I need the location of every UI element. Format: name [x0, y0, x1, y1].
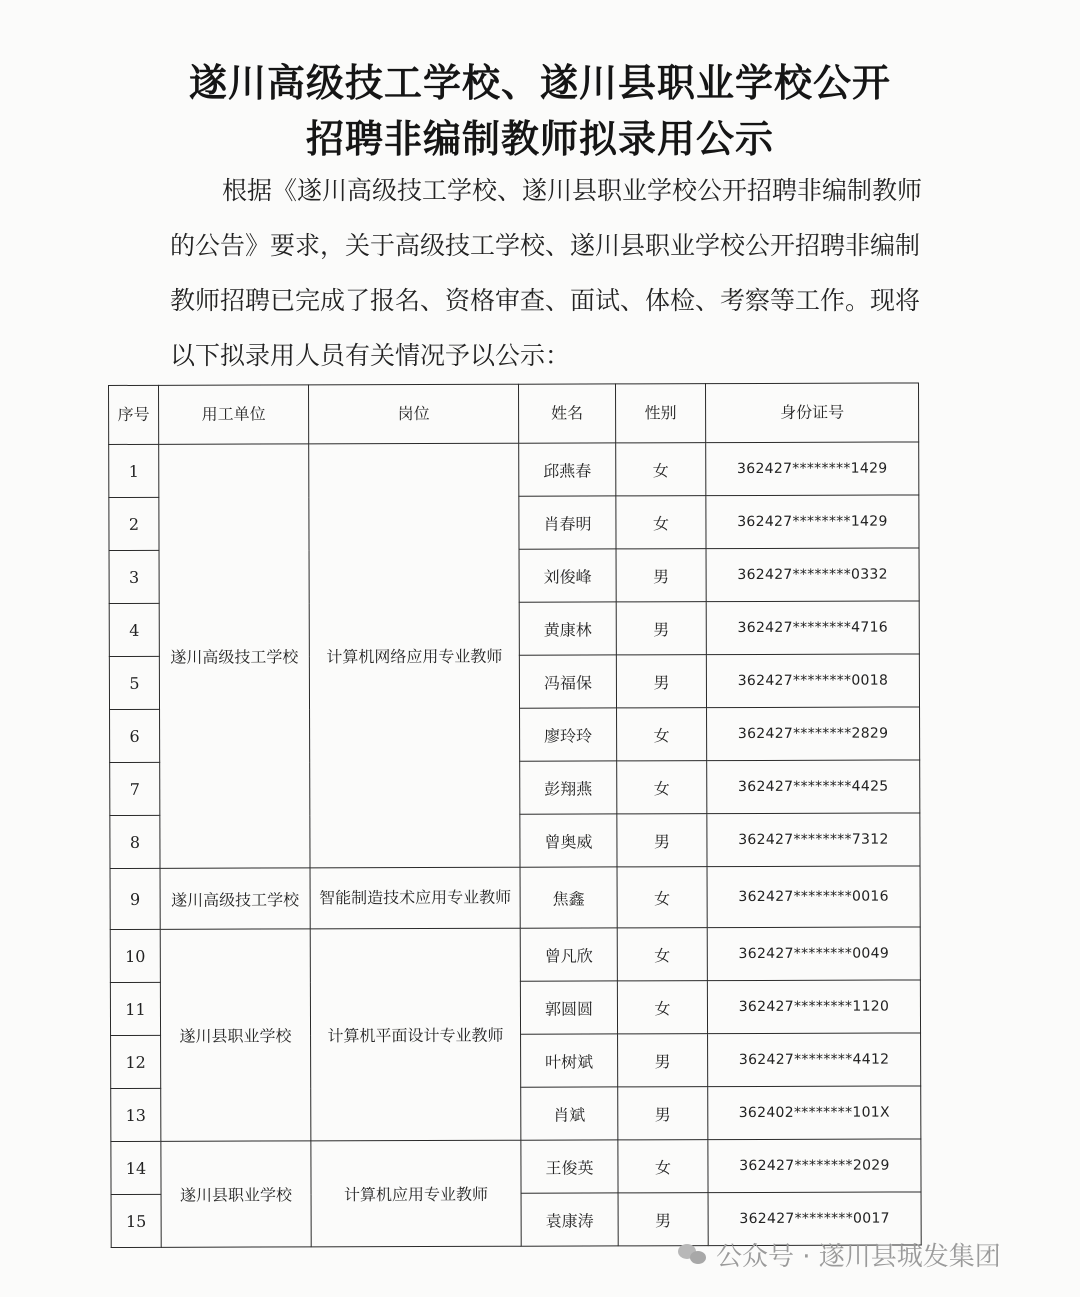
- cell-gender: 男: [618, 1193, 708, 1246]
- cell-seq: 1: [109, 444, 159, 497]
- candidates-table: [108, 382, 922, 1248]
- cell-seq: 4: [109, 603, 159, 656]
- cell-seq: 2: [109, 497, 159, 550]
- table-header-row: [109, 383, 919, 445]
- paragraph-line: 的公告》要求，关于高级技工学校、遂川县职业学校公开招聘非编制: [170, 231, 921, 260]
- cell-name: 袁康涛: [521, 1193, 618, 1246]
- cell-name: 黄康林: [519, 602, 616, 655]
- cell-gender: 女: [617, 708, 707, 761]
- cell-unit: 遂川高级技工学校: [159, 444, 310, 868]
- cell-gender: 女: [617, 867, 707, 928]
- paragraph-line: 以下拟录用人员有关情况予以公示：: [170, 341, 571, 370]
- cell-id: 362427********4716: [706, 601, 919, 655]
- cell-gender: 女: [617, 761, 707, 814]
- header-id: 身份证号: [705, 383, 918, 443]
- cell-id: 362427********1120: [707, 980, 920, 1034]
- cell-seq: 7: [110, 762, 160, 815]
- cell-seq: 5: [109, 656, 159, 709]
- cell-gender: 女: [617, 928, 707, 981]
- cell-name: 焦鑫: [520, 867, 617, 928]
- cell-seq: 10: [110, 929, 160, 982]
- cell-unit: 遂川县职业学校: [161, 1141, 311, 1247]
- header-seq: 序号: [109, 385, 159, 444]
- cell-gender: 女: [617, 981, 707, 1034]
- cell-gender: 男: [616, 602, 706, 655]
- watermark-text: 公众号 · 遂川县城发集团: [716, 1241, 1001, 1272]
- cell-seq: 14: [111, 1141, 161, 1194]
- header-unit: 用工单位: [159, 385, 309, 444]
- cell-gender: 男: [618, 1087, 708, 1140]
- cell-seq: 11: [110, 982, 160, 1035]
- paragraph-line: 根据《遂川高级技工学校、遂川县职业学校公开招聘非编制教师: [222, 176, 923, 205]
- header-gender: 性别: [615, 384, 705, 443]
- cell-name: 叶树斌: [521, 1034, 618, 1087]
- wechat-icon: [678, 1242, 708, 1266]
- cell-post: 智能制造技术应用专业教师: [310, 867, 520, 929]
- cell-seq: 15: [111, 1194, 161, 1247]
- cell-post: 计算机网络应用专业教师: [309, 443, 520, 868]
- cell-gender: 男: [618, 1034, 708, 1087]
- cell-gender: 女: [618, 1140, 708, 1193]
- cell-name: 廖玲玲: [520, 708, 617, 761]
- cell-post: 计算机平面设计专业教师: [310, 928, 521, 1141]
- cell-seq: 3: [109, 550, 159, 603]
- cell-id: 362427********0018: [706, 654, 919, 708]
- cell-unit: 遂川高级技工学校: [160, 868, 310, 929]
- document-title-line1: 遂川高级技工学校、遂川县职业学校公开: [188, 61, 891, 105]
- cell-id: 362427********2829: [707, 707, 920, 761]
- cell-seq: 6: [110, 709, 160, 762]
- cell-name: 肖斌: [521, 1087, 618, 1140]
- intro-paragraph: [170, 163, 930, 383]
- cell-post: 计算机应用专业教师: [311, 1140, 521, 1247]
- cell-name: 曾奥威: [520, 814, 617, 867]
- cell-name: 肖春明: [519, 496, 616, 549]
- header-name: 姓名: [518, 384, 615, 443]
- cell-id: 362427********1429: [706, 442, 919, 496]
- table-row: [110, 866, 920, 930]
- cell-name: 彭翔燕: [520, 761, 617, 814]
- cell-seq: 8: [110, 815, 160, 868]
- cell-id: 362427********0049: [707, 927, 920, 981]
- watermark: [678, 1234, 1001, 1274]
- document-title-line2: 招聘非编制教师拟录用公示: [305, 117, 774, 161]
- cell-id: 362427********7312: [707, 813, 920, 867]
- cell-gender: 女: [616, 496, 706, 549]
- cell-name: 刘俊峰: [519, 549, 616, 602]
- cell-id: 362427********2029: [708, 1139, 921, 1193]
- cell-id: 362427********0016: [707, 866, 920, 928]
- cell-name: 曾凡欣: [520, 928, 617, 981]
- cell-name: 郭圆圆: [520, 981, 617, 1034]
- cell-id: 362427********0017: [708, 1192, 921, 1246]
- cell-seq: 13: [111, 1088, 161, 1141]
- cell-seq: 9: [110, 868, 160, 929]
- cell-gender: 女: [616, 443, 706, 496]
- cell-name: 邱燕春: [519, 443, 616, 496]
- cell-unit: 遂川县职业学校: [160, 929, 311, 1141]
- cell-gender: 男: [616, 655, 706, 708]
- table-row: [110, 927, 920, 983]
- cell-name: 冯福保: [519, 655, 616, 708]
- cell-gender: 男: [617, 814, 707, 867]
- cell-gender: 男: [616, 549, 706, 602]
- cell-name: 王俊英: [521, 1140, 618, 1193]
- header-post: 岗位: [309, 384, 519, 444]
- table-row: [111, 1139, 921, 1195]
- table-row: [109, 442, 919, 498]
- cell-id: 362402********101X: [708, 1086, 921, 1140]
- cell-id: 362427********4425: [707, 760, 920, 814]
- cell-id: 362427********0332: [706, 548, 919, 602]
- cell-id: 362427********4412: [708, 1033, 921, 1087]
- cell-id: 362427********1429: [706, 495, 919, 549]
- cell-seq: 12: [111, 1035, 161, 1088]
- paragraph-line: 教师招聘已完成了报名、资格审查、面试、体检、考察等工作。现将: [170, 286, 921, 315]
